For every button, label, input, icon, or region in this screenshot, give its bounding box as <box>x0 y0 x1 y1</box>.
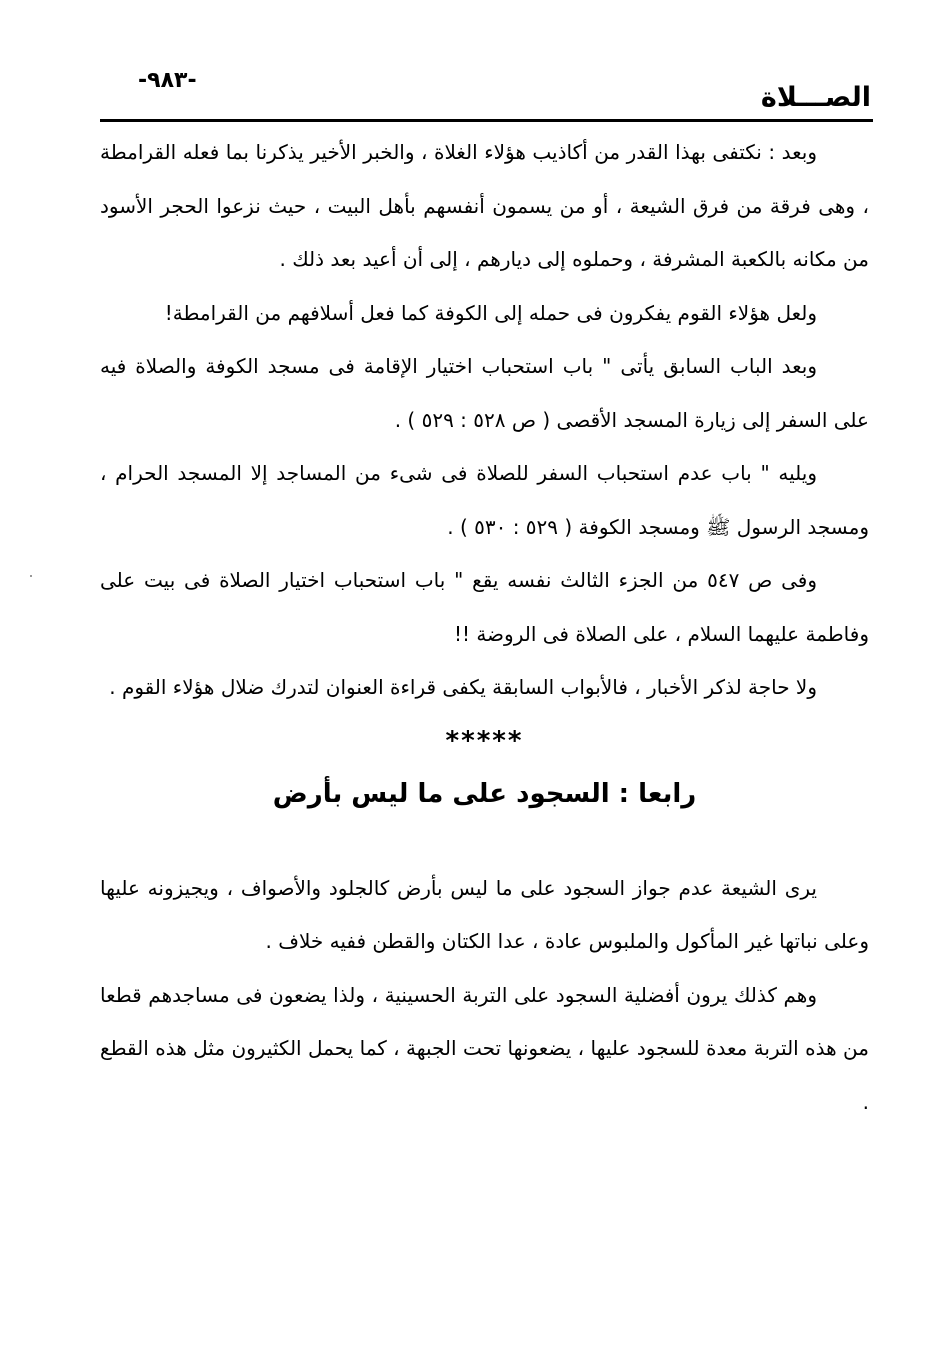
paragraph: يرى الشيعة عدم جواز السجود على ما ليس بأرض كالجلود والأصواف ، ويجيزونه عليها وعلى نباتها غير المأكول والملبوس عادة ، عدا الكتان والقطن ففيه خلاف . <box>100 875 869 953</box>
section-separator: ***** <box>445 725 524 756</box>
section-heading: رابعا : السجود على ما ليس بأرض <box>272 779 697 809</box>
paragraph: ولعل هؤلاء القوم يفكرون فى حمله إلى الكوفة كما فعل أسلافهم من القرامطة! <box>164 300 817 325</box>
page-number: -٩٨٣- <box>138 68 197 93</box>
page-body <box>100 126 869 1129</box>
paragraph: وفى ص ٥٤٧ من الجزء الثالث نفسه يقع " باب استحباب اختيار الصلاة فى بيت على وفاطمة عليهما السلام ، على الصلاة فى الروضة !! <box>100 568 869 646</box>
header-rule <box>100 119 873 122</box>
paragraph: ولا حاجة لذكر الأخبار ، فالأبواب السابقة يكفى قراءة العنوان لتدرك ضلال هؤلاء القوم . <box>109 675 817 699</box>
running-header-title: الصـــلاة <box>760 82 871 113</box>
paragraph: وبعد الباب السابق يأتى " باب استحباب اختيار الإقامة فى مسجد الكوفة والصلاة فيه على السفر إلى زيارة المسجد الأقصى ( ص ٥٢٨ : ٥٢٩ ) . <box>100 354 869 432</box>
paragraph: وبعد : نكتفى بهذا القدر من أكاذيب هؤلاء الغلاة ، والخبر الأخير يذكرنا بما فعله القرامطة ، وهى فرقة من فرق الشيعة ، أو من يسمون أنفسهم بأهل البيت ، حيث نزعوا الحجر الأسود من مكانه بالكعبة المشرفة ، وحملوه إلى ديارهم ، إلى أن أعيد بعد ذلك . <box>100 140 869 271</box>
paragraph: وهم كذلك يرون أفضلية السجود على التربة الحسينية ، ولذا يضعون فى مساجدهم قطعا من هذه التربة معدة للسجود عليها ، يضعونها تحت الجبهة ، كما يحمل الكثيرون مثل هذه القطع . <box>100 982 869 1114</box>
scan-speck <box>30 575 32 577</box>
paragraph: ويليه " باب عدم استحباب السفر للصلاة فى شىء من المساجد إلا المسجد الحرام ، ومسجد الرسول ﷺ ومسجد الكوفة ( ٥٢٩ : ٥٣٠ ) . <box>100 461 869 539</box>
